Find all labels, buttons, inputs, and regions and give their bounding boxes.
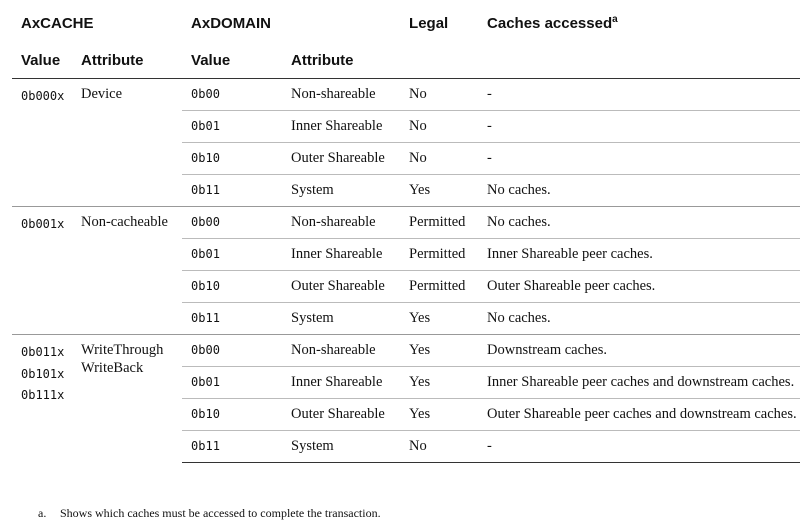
axcache-value-cell — [12, 207, 72, 335]
table-row — [12, 79, 800, 111]
caches-subheader-empty — [478, 42, 800, 79]
axdomain-attribute-cell: Non-shareable — [291, 86, 376, 102]
legal-cell: Permitted — [400, 271, 478, 303]
axdomain-value-header: Value — [191, 51, 231, 69]
axdomain-value-cell: 0b01 — [182, 111, 282, 143]
caches-accessed-cell: No caches. — [478, 207, 800, 239]
header-row-sub — [12, 42, 800, 79]
axcache-value: 0b111x — [21, 388, 65, 402]
axdomain-attribute-header: Attribute — [291, 51, 354, 69]
caches-accessed-cell: Outer Shareable peer caches and downstream caches. — [478, 399, 800, 431]
axcache-axdomain-table — [12, 4, 800, 463]
axcache-attribute-cell: Non-cacheable — [72, 207, 182, 335]
axdomain-attribute-cell: Inner Shareable — [282, 367, 400, 399]
axdomain-value-cell: 0b01 — [182, 367, 282, 399]
axcache-attribute-cell: WriteThrough WriteBack — [72, 335, 182, 463]
axdomain-attribute-cell: System — [282, 431, 400, 463]
axdomain-value-cell: 0b00 — [182, 335, 282, 367]
axdomain-value-cell: 0b11 — [182, 175, 282, 207]
axcache-value-cell — [12, 79, 72, 207]
axdomain-value-cell: 0b00 — [191, 87, 220, 101]
axdomain-attribute-cell: Outer Shareable — [282, 271, 400, 303]
caches-accessed-cell: Downstream caches. — [478, 335, 800, 367]
footnote-ref: a — [612, 13, 618, 25]
legal-cell: No — [409, 86, 427, 102]
legal-cell: Yes — [400, 175, 478, 207]
legal-cell: Yes — [400, 335, 478, 367]
axdomain-attribute-cell: Non-shareable — [282, 335, 400, 367]
legal-cell: Permitted — [400, 239, 478, 271]
axcache-value: 0b000x — [21, 89, 65, 103]
caches-accessed-cell: No caches. — [478, 303, 800, 335]
legal-cell: Yes — [400, 399, 478, 431]
axcache-header: AxCACHE — [21, 14, 94, 32]
axcache-value-header: Value — [21, 51, 61, 69]
table-row — [12, 207, 800, 239]
legal-cell: Permitted — [400, 207, 478, 239]
axdomain-attribute-cell: Outer Shareable — [282, 399, 400, 431]
legal-cell: No — [400, 111, 478, 143]
axcache-value: 0b101x — [21, 366, 65, 381]
axcache-value: 0b011x — [21, 345, 65, 359]
axdomain-value-cell: 0b10 — [182, 143, 282, 175]
footnote — [38, 506, 381, 521]
caches-accessed-label: Caches accessed — [487, 14, 613, 32]
legal-cell: No — [400, 431, 478, 463]
axdomain-attribute-cell: System — [282, 303, 400, 335]
axdomain-value-cell: 0b00 — [182, 207, 282, 239]
axdomain-attribute-cell: Non-shareable — [282, 207, 400, 239]
legal-cell: Yes — [400, 303, 478, 335]
footnote-mark: a. — [38, 506, 47, 520]
footnote-text: Shows which caches must be accessed to complete the transaction. — [60, 506, 381, 520]
axdomain-value-cell: 0b10 — [182, 399, 282, 431]
axdomain-value-cell: 0b11 — [182, 303, 282, 335]
header-row-top — [12, 4, 800, 42]
axcache-attribute-cell: Device — [81, 86, 123, 102]
table-body — [12, 79, 800, 463]
caches-accessed-header — [478, 4, 800, 42]
axdomain-value-cell: 0b11 — [182, 431, 282, 463]
axdomain-value-cell: 0b01 — [182, 239, 282, 271]
legal-header: Legal — [409, 14, 449, 32]
axcache-value: 0b001x — [21, 217, 65, 231]
axdomain-value-cell: 0b10 — [182, 271, 282, 303]
caches-accessed-cell: Inner Shareable peer caches and downstream caches. — [478, 367, 800, 399]
caches-accessed-cell: Inner Shareable peer caches. — [478, 239, 800, 271]
caches-accessed-cell: - — [478, 143, 800, 175]
axcache-attribute-header: Attribute — [81, 51, 144, 69]
axdomain-attribute-cell: Inner Shareable — [282, 239, 400, 271]
axdomain-attribute-cell: Inner Shareable — [282, 111, 400, 143]
caches-accessed-cell: No caches. — [478, 175, 800, 207]
axcache-value-cell — [12, 335, 72, 463]
caches-accessed-cell: - — [478, 431, 800, 463]
caches-accessed-cell: - — [478, 111, 800, 143]
legal-cell: Yes — [400, 367, 478, 399]
axdomain-attribute-cell: Outer Shareable — [282, 143, 400, 175]
axdomain-attribute-cell: System — [282, 175, 400, 207]
caches-accessed-cell: Outer Shareable peer caches. — [478, 271, 800, 303]
legal-cell: No — [400, 143, 478, 175]
caches-accessed-cell: - — [487, 86, 492, 102]
legal-subheader-empty — [400, 42, 478, 79]
table-row — [12, 335, 800, 367]
axdomain-header: AxDOMAIN — [191, 14, 272, 32]
